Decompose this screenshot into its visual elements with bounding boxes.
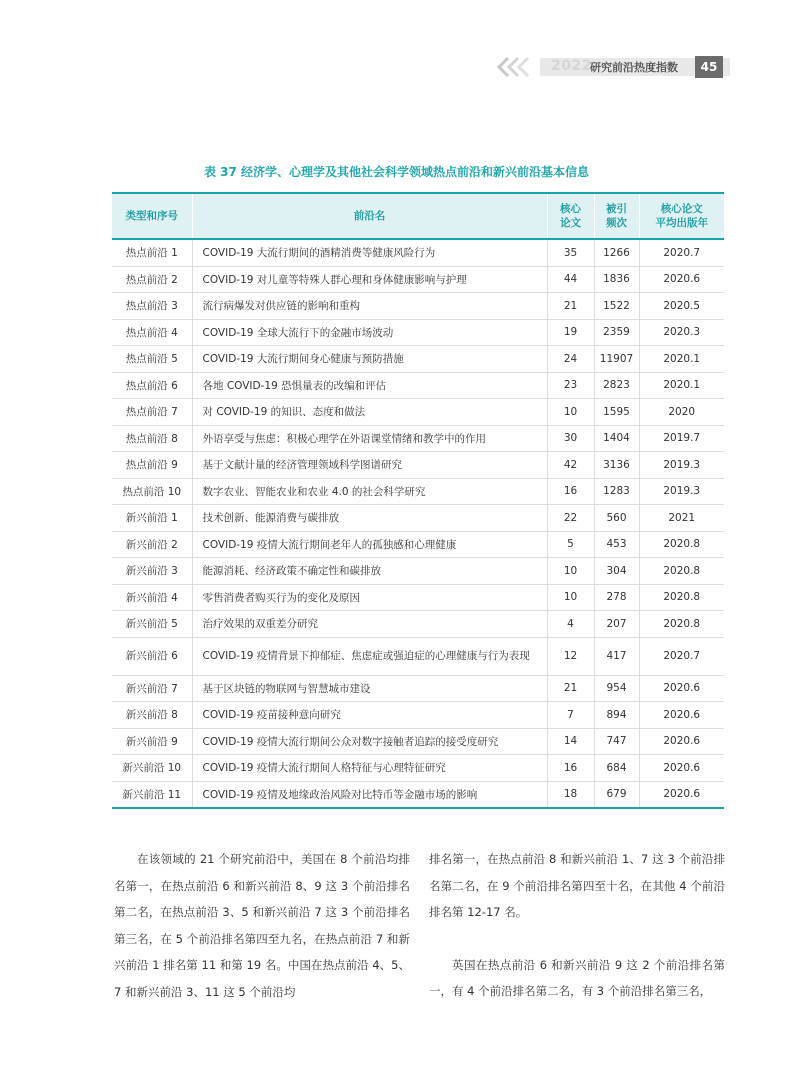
- header-type: 类型和序号: [112, 193, 192, 239]
- cell-name: 数字农业、智能农业和农业 4.0 的社会科学研究: [192, 478, 547, 505]
- table-row: [112, 558, 724, 585]
- cell-core-papers: 42: [547, 452, 594, 479]
- cell-avg-year: 2020.8: [639, 611, 724, 638]
- cell-citations: 1595: [594, 399, 639, 426]
- cell-citations: 1283: [594, 478, 639, 505]
- cell-type: 新兴前沿 7: [112, 675, 192, 702]
- cell-citations: 304: [594, 558, 639, 585]
- header-name: 前沿名: [192, 193, 547, 239]
- cell-citations: 3136: [594, 452, 639, 479]
- cell-name: COVID-19 疫情大流行期间人格特征与心理特征研究: [192, 755, 547, 782]
- cell-avg-year: 2020.8: [639, 531, 724, 558]
- cell-avg-year: 2019.3: [639, 478, 724, 505]
- cell-core-papers: 10: [547, 399, 594, 426]
- table-row: [112, 346, 724, 373]
- cell-core-papers: 4: [547, 611, 594, 638]
- cell-citations: 894: [594, 702, 639, 729]
- cell-core-papers: 5: [547, 531, 594, 558]
- header-citations: 被引 频次: [594, 193, 639, 239]
- cell-avg-year: 2020.7: [639, 239, 724, 266]
- cell-avg-year: 2020.8: [639, 558, 724, 585]
- cell-avg-year: 2020.6: [639, 675, 724, 702]
- table-row: [112, 399, 724, 426]
- table-row: [112, 505, 724, 532]
- cell-name: COVID-19 大流行期间的酒精消费等健康风险行为: [192, 239, 547, 266]
- table-row: [112, 266, 724, 293]
- cell-core-papers: 16: [547, 478, 594, 505]
- cell-type: 热点前沿 5: [112, 346, 192, 373]
- cell-avg-year: 2020.6: [639, 702, 724, 729]
- cell-citations: 207: [594, 611, 639, 638]
- table-row: [112, 637, 724, 675]
- cell-name: COVID-19 疫情背景下抑郁症、焦虑症或强迫症的心理健康与行为表现: [192, 637, 547, 675]
- page-header: [0, 55, 793, 79]
- cell-core-papers: 10: [547, 558, 594, 585]
- cell-core-papers: 44: [547, 266, 594, 293]
- cell-citations: 747: [594, 728, 639, 755]
- cell-name: 零售消费者购买行为的变化及原因: [192, 584, 547, 611]
- cell-type: 新兴前沿 10: [112, 755, 192, 782]
- cell-core-papers: 14: [547, 728, 594, 755]
- cell-type: 新兴前沿 9: [112, 728, 192, 755]
- cell-type: 新兴前沿 2: [112, 531, 192, 558]
- header-title: 研究前沿热度指数: [590, 61, 678, 74]
- table-row: [112, 452, 724, 479]
- cell-citations: 1404: [594, 425, 639, 452]
- cell-citations: 417: [594, 637, 639, 675]
- cell-avg-year: 2020.8: [639, 584, 724, 611]
- table-row: [112, 611, 724, 638]
- cell-name: COVID-19 疫苗接种意向研究: [192, 702, 547, 729]
- cell-avg-year: 2020.6: [639, 728, 724, 755]
- body-column-right: [429, 846, 725, 1005]
- cell-type: 热点前沿 4: [112, 319, 192, 346]
- cell-core-papers: 12: [547, 637, 594, 675]
- cell-type: 新兴前沿 11: [112, 781, 192, 808]
- cell-avg-year: 2021: [639, 505, 724, 532]
- cell-type: 热点前沿 8: [112, 425, 192, 452]
- cell-type: 热点前沿 3: [112, 293, 192, 320]
- table-caption: 表 37 经济学、心理学及其他社会科学领域热点前沿和新兴前沿基本信息: [203, 165, 590, 179]
- cell-avg-year: 2020.6: [639, 781, 724, 808]
- header-core-papers: 核心 论文: [547, 193, 594, 239]
- cell-core-papers: 10: [547, 584, 594, 611]
- paragraph: 排名第一，在热点前沿 8 和新兴前沿 1、7 这 3 个前沿排名第二名，在 9 个前沿排名第四至十名，在其他 4 个前沿排名第 12-17 名。: [429, 852, 725, 919]
- cell-citations: 684: [594, 755, 639, 782]
- cell-avg-year: 2020.3: [639, 319, 724, 346]
- cell-name: 基于区块链的物联网与智慧城市建设: [192, 675, 547, 702]
- cell-core-papers: 22: [547, 505, 594, 532]
- cell-type: 热点前沿 10: [112, 478, 192, 505]
- table-row: [112, 293, 724, 320]
- cell-core-papers: 35: [547, 239, 594, 266]
- cell-avg-year: 2020.5: [639, 293, 724, 320]
- cell-citations: 1266: [594, 239, 639, 266]
- table-row: [112, 755, 724, 782]
- cell-citations: 11907: [594, 346, 639, 373]
- cell-core-papers: 19: [547, 319, 594, 346]
- cell-avg-year: 2019.3: [639, 452, 724, 479]
- body-column-left: [114, 846, 410, 1005]
- cell-name: 技术创新、能源消费与碳排放: [192, 505, 547, 532]
- cell-citations: 560: [594, 505, 639, 532]
- cell-core-papers: 21: [547, 675, 594, 702]
- cell-type: 热点前沿 9: [112, 452, 192, 479]
- cell-type: 新兴前沿 4: [112, 584, 192, 611]
- cell-avg-year: 2020.7: [639, 637, 724, 675]
- paragraph: 英国在热点前沿 6 和新兴前沿 9 这 2 个前沿排名第一，有 4 个前沿排名第二名，有 3 个前沿排名第三名，: [429, 957, 725, 998]
- table-row: [112, 584, 724, 611]
- table-row: [112, 728, 724, 755]
- cell-citations: 1836: [594, 266, 639, 293]
- table-row: [112, 781, 724, 808]
- table-row: [112, 319, 724, 346]
- cell-avg-year: 2020.1: [639, 372, 724, 399]
- cell-core-papers: 16: [547, 755, 594, 782]
- cell-name: COVID-19 疫情及地缘政治风险对比特币等金融市场的影响: [192, 781, 547, 808]
- cell-citations: 2823: [594, 372, 639, 399]
- cell-type: 新兴前沿 6: [112, 637, 192, 675]
- cell-type: 新兴前沿 8: [112, 702, 192, 729]
- cell-citations: 453: [594, 531, 639, 558]
- cell-citations: 1522: [594, 293, 639, 320]
- cell-type: 新兴前沿 1: [112, 505, 192, 532]
- page-number: 45: [695, 56, 723, 78]
- cell-citations: 2359: [594, 319, 639, 346]
- cell-core-papers: 30: [547, 425, 594, 452]
- header-year: 2022: [551, 58, 592, 74]
- cell-name: COVID-19 全球大流行下的金融市场波动: [192, 319, 547, 346]
- paragraph: 在该领域的 21 个研究前沿中，美国在 8 个前沿均排名第一，在热点前沿 6 和新兴前沿 8、9 这 3 个前沿排名第二名，在热点前沿 3、5 和新兴前沿 7 这 3 个前沿排名第三名，在 5 个前沿排名第四至九名，在热点前沿 7 和新兴前沿 1 排名第 11 和第 19 名。中国在热点前沿 4、5、7 和新兴前沿 3、11 这 5 个前沿均: [114, 852, 410, 999]
- cell-name: COVID-19 对儿童等特殊人群心理和身体健康影响与护理: [192, 266, 547, 293]
- table-header-row: [112, 193, 724, 239]
- cell-citations: 954: [594, 675, 639, 702]
- table-row: [112, 425, 724, 452]
- research-fronts-table: [112, 192, 724, 809]
- cell-name: 基于文献计量的经济管理领域科学图谱研究: [192, 452, 547, 479]
- cell-type: 热点前沿 1: [112, 239, 192, 266]
- cell-name: 能源消耗、经济政策不确定性和碳排放: [192, 558, 547, 585]
- cell-name: 治疗效果的双重差分研究: [192, 611, 547, 638]
- chevron-left-icon: [494, 55, 538, 79]
- cell-core-papers: 21: [547, 293, 594, 320]
- table-row: [112, 478, 724, 505]
- cell-core-papers: 24: [547, 346, 594, 373]
- cell-core-papers: 18: [547, 781, 594, 808]
- cell-name: COVID-19 大流行期间身心健康与预防措施: [192, 346, 547, 373]
- cell-name: 外语享受与焦虑：积极心理学在外语课堂情绪和教学中的作用: [192, 425, 547, 452]
- cell-name: 对 COVID-19 的知识、态度和做法: [192, 399, 547, 426]
- cell-avg-year: 2020: [639, 399, 724, 426]
- table-row: [112, 702, 724, 729]
- cell-type: 热点前沿 2: [112, 266, 192, 293]
- cell-type: 新兴前沿 3: [112, 558, 192, 585]
- table-row: [112, 531, 724, 558]
- table-row: [112, 675, 724, 702]
- cell-citations: 278: [594, 584, 639, 611]
- header-avg-year: 核心论文 平均出版年: [639, 193, 724, 239]
- cell-type: 新兴前沿 5: [112, 611, 192, 638]
- cell-type: 热点前沿 6: [112, 372, 192, 399]
- cell-avg-year: 2020.6: [639, 266, 724, 293]
- cell-citations: 679: [594, 781, 639, 808]
- cell-type: 热点前沿 7: [112, 399, 192, 426]
- table-row: [112, 239, 724, 266]
- cell-name: COVID-19 疫情大流行期间老年人的孤独感和心理健康: [192, 531, 547, 558]
- cell-name: COVID-19 疫情大流行期间公众对数字接触者追踪的接受度研究: [192, 728, 547, 755]
- cell-avg-year: 2020.1: [639, 346, 724, 373]
- cell-core-papers: 23: [547, 372, 594, 399]
- cell-name: 流行病爆发对供应链的影响和重构: [192, 293, 547, 320]
- cell-avg-year: 2019.7: [639, 425, 724, 452]
- cell-name: 各地 COVID-19 恐惧量表的改编和评估: [192, 372, 547, 399]
- cell-avg-year: 2020.6: [639, 755, 724, 782]
- cell-core-papers: 7: [547, 702, 594, 729]
- table-row: [112, 372, 724, 399]
